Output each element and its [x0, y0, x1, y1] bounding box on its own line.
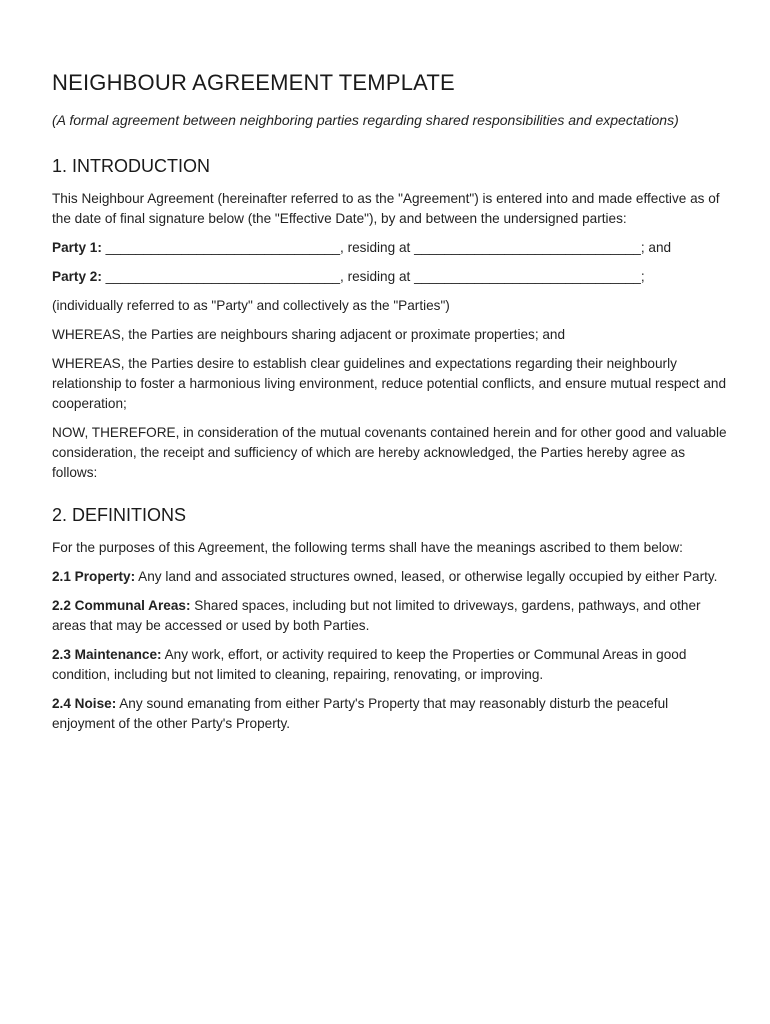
definition-item — [52, 567, 728, 587]
definitions-intro: For the purposes of this Agreement, the following terms shall have the meanings ascribed to them below: — [52, 540, 683, 555]
document-subtitle: (A formal agreement between neighboring parties regarding shared responsibilities and expectations) — [52, 112, 679, 128]
parties-definition: (individually referred to as "Party" and collectively as the "Parties") — [52, 298, 450, 313]
document-page — [52, 70, 728, 743]
definition-term: 2.2 Communal Areas: — [52, 598, 191, 613]
definition-item — [52, 645, 728, 685]
definition-term: 2.4 Noise: — [52, 696, 117, 711]
party-1-text: _______________________________, residing at ______________________________; and — [101, 240, 672, 255]
definition-text: Shared spaces, including but not limited to driveways, gardens, pathways, and other areas that may be accessed or used by both Parties. — [52, 598, 701, 633]
document-title: NEIGHBOUR AGREEMENT TEMPLATE — [52, 70, 455, 95]
whereas-clause-1: WHEREAS, the Parties are neighbours sharing adjacent or proximate properties; and — [52, 327, 566, 342]
section-heading-introduction: 1. INTRODUCTION — [52, 156, 211, 176]
intro-paragraph: This Neighbour Agreement (hereinafter referred to as the "Agreement") is entered into and made effective as of the date of final signature below (the "Effective Date"), by and between the undersigned parties: — [52, 191, 720, 226]
whereas-clause-2: WHEREAS, the Parties desire to establish clear guidelines and expectations regarding their neighbourly relationship to foster a harmonious living environment, reduce potential conflicts, and ensure mutual respect and cooperation; — [52, 356, 727, 411]
definition-term: 2.1 Property: — [52, 569, 136, 584]
definition-text: Any sound emanating from either Party's Property that may reasonably disturb the peaceful enjoyment of the other Party's Property. — [52, 696, 669, 731]
definition-term: 2.3 Maintenance: — [52, 647, 162, 662]
definition-text: Any land and associated structures owned, leased, or otherwise legally occupied by either Party. — [135, 569, 718, 584]
party-1-line — [52, 238, 728, 258]
now-therefore-clause: NOW, THEREFORE, in consideration of the mutual covenants contained herein and for other good and valuable consideration, the receipt and sufficiency of which are hereby acknowledged, the Parties hereby agree as follows: — [52, 425, 727, 480]
definition-item — [52, 596, 728, 636]
party-2-label: Party 2: — [52, 269, 102, 284]
section-heading-definitions: 2. DEFINITIONS — [52, 505, 187, 525]
definition-text: Any work, effort, or activity required to keep the Properties or Communal Areas in good condition, including but not limited to cleaning, repairing, renovating, or improving. — [52, 647, 687, 682]
party-1-label: Party 1: — [52, 240, 102, 255]
party-2-text: _______________________________, residing at ______________________________; — [101, 269, 645, 284]
definition-item — [52, 694, 728, 734]
party-2-line — [52, 267, 728, 287]
